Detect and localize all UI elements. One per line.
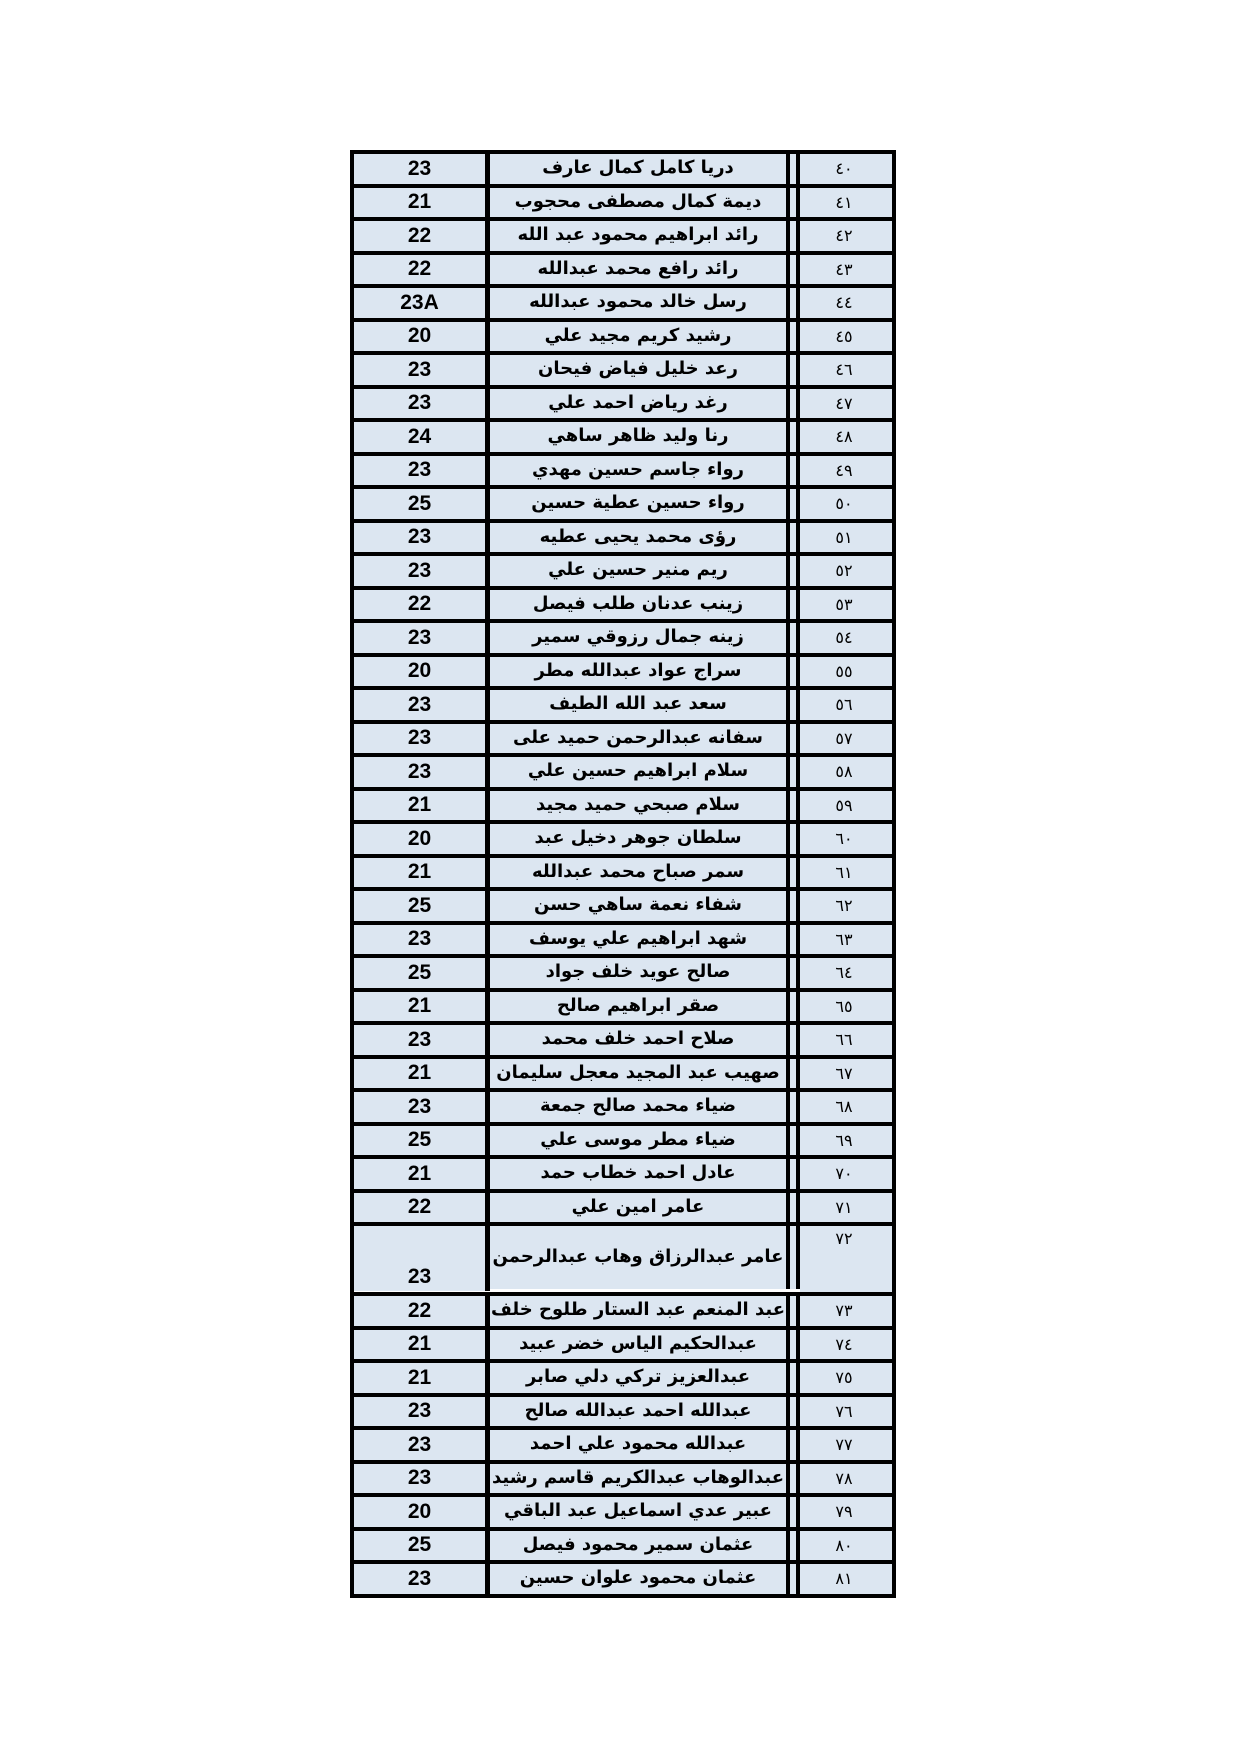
serial-number-cell: ٧٨	[800, 1464, 892, 1494]
name-cell: شفاء نعمة ساهي حسن	[490, 891, 790, 921]
table-row	[354, 1296, 892, 1330]
table-row	[354, 523, 892, 557]
table-row	[354, 891, 892, 925]
table-row	[354, 389, 892, 423]
column-gap-divider	[790, 1193, 800, 1223]
column-gap-divider	[790, 389, 800, 419]
serial-number-cell: ٧٧	[800, 1430, 892, 1460]
grade-cell: 23	[354, 1464, 490, 1494]
serial-number-cell: ٥٨	[800, 757, 892, 787]
table-row	[354, 1226, 892, 1296]
name-cell: سفانه عبدالرحمن حميد على	[490, 724, 790, 754]
column-gap-divider	[790, 221, 800, 251]
column-gap-divider	[790, 523, 800, 553]
grade-cell: 25	[354, 1126, 490, 1156]
serial-number-cell: ٦٩	[800, 1126, 892, 1156]
name-cell: صقر ابراهيم صالح	[490, 992, 790, 1022]
serial-number-cell: ٤٣	[800, 255, 892, 285]
grade-cell: 21	[354, 1059, 490, 1089]
name-cell: عبدالله احمد عبدالله صالح	[490, 1397, 790, 1427]
serial-number-cell: ٥٢	[800, 556, 892, 586]
column-gap-divider	[790, 1226, 800, 1289]
table-row	[354, 824, 892, 858]
grade-cell: 23	[354, 523, 490, 553]
serial-number-cell: ٥٥	[800, 657, 892, 687]
serial-number-cell: ٦٤	[800, 958, 892, 988]
table-row	[354, 791, 892, 825]
name-cell: رسل خالد محمود عبدالله	[490, 288, 790, 318]
table-row	[354, 590, 892, 624]
serial-number-cell: ٤٧	[800, 389, 892, 419]
name-cell: شهد ابراهيم علي يوسف	[490, 925, 790, 955]
table-row	[354, 154, 892, 188]
grade-cell: 23	[354, 690, 490, 720]
name-cell: سلام صبحي حميد مجيد	[490, 791, 790, 821]
table-row	[354, 858, 892, 892]
table-row	[354, 355, 892, 389]
serial-number-cell: ٤١	[800, 188, 892, 218]
table-row	[354, 1564, 892, 1594]
grade-cell: 23	[354, 1430, 490, 1460]
serial-number-cell: ٤٤	[800, 288, 892, 318]
name-cell: عبير عدي اسماعيل عبد الباقي	[490, 1497, 790, 1527]
grade-cell: 23	[354, 1397, 490, 1427]
serial-number-cell: ٤٩	[800, 456, 892, 486]
grade-cell: 25	[354, 1531, 490, 1561]
serial-number-cell: ٧٣	[800, 1296, 892, 1326]
name-cell: رشيد كريم مجيد علي	[490, 322, 790, 352]
name-cell: رعد خليل فياض فيحان	[490, 355, 790, 385]
name-cell: عبدالله محمود علي احمد	[490, 1430, 790, 1460]
serial-number-cell: ٤٨	[800, 422, 892, 452]
serial-number-cell: ٥٣	[800, 590, 892, 620]
table-row	[354, 1397, 892, 1431]
grade-cell: 21	[354, 791, 490, 821]
column-gap-divider	[790, 657, 800, 687]
grade-cell: 23	[354, 623, 490, 653]
name-cell: ضياء محمد صالح جمعة	[490, 1092, 790, 1122]
table-row	[354, 992, 892, 1026]
name-cell: رواء جاسم حسين مهدي	[490, 456, 790, 486]
name-cell: دريا كامل كمال عارف	[490, 154, 790, 184]
column-gap-divider	[790, 1397, 800, 1427]
column-gap-divider	[790, 556, 800, 586]
grade-cell: 22	[354, 1193, 490, 1223]
grade-cell: 21	[354, 858, 490, 888]
serial-number-cell: ٤٢	[800, 221, 892, 251]
name-cell: رائد رافع محمد عبدالله	[490, 255, 790, 285]
column-gap-divider	[790, 690, 800, 720]
name-cell: ديمة كمال مصطفى محجوب	[490, 188, 790, 218]
serial-number-cell: ٧٥	[800, 1363, 892, 1393]
serial-number-cell: ٦٥	[800, 992, 892, 1022]
grade-cell: 23	[354, 556, 490, 586]
name-cell: ضياء مطر موسى علي	[490, 1126, 790, 1156]
grade-cell: 23	[354, 1025, 490, 1055]
table-row	[354, 188, 892, 222]
column-gap-divider	[790, 992, 800, 1022]
name-cell: عامر عبدالرزاق وهاب عبدالرحمن	[490, 1226, 790, 1289]
column-gap-divider	[790, 1464, 800, 1494]
column-gap-divider	[790, 590, 800, 620]
serial-number-cell: ٧٤	[800, 1330, 892, 1360]
grade-cell: 23	[354, 389, 490, 419]
serial-number-cell: ٧٦	[800, 1397, 892, 1427]
name-cell: رواء حسين عطية حسين	[490, 489, 790, 519]
grade-cell: 21	[354, 1330, 490, 1360]
name-cell: صلاح احمد خلف محمد	[490, 1025, 790, 1055]
name-cell: سمر صباح محمد عبدالله	[490, 858, 790, 888]
table-row	[354, 757, 892, 791]
grade-cell: 20	[354, 322, 490, 352]
column-gap-divider	[790, 1430, 800, 1460]
name-cell: صالح عويد خلف جواد	[490, 958, 790, 988]
grade-cell: 23	[354, 1564, 490, 1594]
name-cell: عبدالعزيز تركي دلي صابر	[490, 1363, 790, 1393]
table-row	[354, 456, 892, 490]
name-cell: زينه جمال رزوقي سمير	[490, 623, 790, 653]
grade-cell: 25	[354, 958, 490, 988]
serial-number-cell: ٤٦	[800, 355, 892, 385]
serial-number-cell: ٧١	[800, 1193, 892, 1223]
serial-number-cell: ٧٢	[800, 1226, 892, 1292]
serial-number-cell: ٦٠	[800, 824, 892, 854]
table-row	[354, 1531, 892, 1565]
serial-number-cell: ٥٤	[800, 623, 892, 653]
grade-cell: 25	[354, 489, 490, 519]
name-cell: رائد ابراهيم محمود عبد الله	[490, 221, 790, 251]
table-row	[354, 255, 892, 289]
column-gap-divider	[790, 288, 800, 318]
column-gap-divider	[790, 322, 800, 352]
table-row	[354, 422, 892, 456]
column-gap-divider	[790, 456, 800, 486]
column-gap-divider	[790, 1363, 800, 1393]
name-cell: سراج عواد عبدالله مطر	[490, 657, 790, 687]
grade-cell: 23	[354, 355, 490, 385]
name-cell: رؤى محمد يحيى عطيه	[490, 523, 790, 553]
column-gap-divider	[790, 1092, 800, 1122]
column-gap-divider	[790, 1159, 800, 1189]
name-cell: عادل احمد خطاب حمد	[490, 1159, 790, 1189]
grade-cell: 23	[354, 925, 490, 955]
grade-cell: 23	[354, 456, 490, 486]
table-row	[354, 1464, 892, 1498]
table-row	[354, 288, 892, 322]
column-gap-divider	[790, 724, 800, 754]
grade-cell: 20	[354, 657, 490, 687]
serial-number-cell: ٨١	[800, 1564, 892, 1594]
grade-cell: 22	[354, 590, 490, 620]
table-row	[354, 690, 892, 724]
serial-number-cell: ٥٩	[800, 791, 892, 821]
grade-cell: 21	[354, 992, 490, 1022]
column-gap-divider	[790, 824, 800, 854]
name-cell: عبد المنعم عبد الستار طلوح خلف	[490, 1296, 790, 1326]
serial-number-cell: ٥٧	[800, 724, 892, 754]
serial-number-cell: ٦٣	[800, 925, 892, 955]
column-gap-divider	[790, 489, 800, 519]
serial-number-cell: ٧٠	[800, 1159, 892, 1189]
column-gap-divider	[790, 623, 800, 653]
table-row	[354, 1159, 892, 1193]
table-row	[354, 1363, 892, 1397]
column-gap-divider	[790, 958, 800, 988]
grade-cell: 23	[354, 757, 490, 787]
table-row	[354, 1430, 892, 1464]
column-gap-divider	[790, 858, 800, 888]
table-row	[354, 489, 892, 523]
column-gap-divider	[790, 1497, 800, 1527]
table-row	[354, 1126, 892, 1160]
table-row	[354, 1193, 892, 1227]
table-row	[354, 958, 892, 992]
serial-number-cell: ٥١	[800, 523, 892, 553]
grade-cell: 21	[354, 1363, 490, 1393]
grade-cell: 22	[354, 221, 490, 251]
serial-number-cell: ٦٢	[800, 891, 892, 921]
name-cell: عبدالوهاب عبدالكريم قاسم رشيد	[490, 1464, 790, 1494]
column-gap-divider	[790, 1059, 800, 1089]
column-gap-divider	[790, 891, 800, 921]
grade-cell: 22	[354, 255, 490, 285]
grade-cell: 21	[354, 188, 490, 218]
column-gap-divider	[790, 1296, 800, 1326]
column-gap-divider	[790, 925, 800, 955]
grade-cell: 20	[354, 824, 490, 854]
table-row	[354, 925, 892, 959]
serial-number-cell: ٥٦	[800, 690, 892, 720]
serial-number-cell: ٤٥	[800, 322, 892, 352]
serial-number-cell: ٤٠	[800, 154, 892, 184]
name-cell: عثمان سمير محمود فيصل	[490, 1531, 790, 1561]
table-row	[354, 322, 892, 356]
name-cell: سلام ابراهيم حسين علي	[490, 757, 790, 787]
roster-table	[350, 150, 896, 1598]
serial-number-cell: ٨٠	[800, 1531, 892, 1561]
column-gap-divider	[790, 1564, 800, 1594]
name-cell: رغد رياض احمد علي	[490, 389, 790, 419]
grade-cell: 21	[354, 1159, 490, 1189]
table-row	[354, 1497, 892, 1531]
column-gap-divider	[790, 1126, 800, 1156]
name-cell: صهيب عبد المجيد معجل سليمان	[490, 1059, 790, 1089]
name-cell: سلطان جوهر دخيل عبد	[490, 824, 790, 854]
column-gap-divider	[790, 1531, 800, 1561]
table-row	[354, 1025, 892, 1059]
grade-cell: 20	[354, 1497, 490, 1527]
name-cell: سعد عبد الله الطيف	[490, 690, 790, 720]
column-gap-divider	[790, 154, 800, 184]
grade-cell: 23	[354, 1092, 490, 1122]
table-row	[354, 623, 892, 657]
column-gap-divider	[790, 355, 800, 385]
serial-number-cell: ٦١	[800, 858, 892, 888]
serial-number-cell: ٦٦	[800, 1025, 892, 1055]
grade-cell: 23	[354, 1226, 490, 1291]
column-gap-divider	[790, 1025, 800, 1055]
name-cell: زينب عدنان طلب فيصل	[490, 590, 790, 620]
name-cell: عثمان محمود علوان حسين	[490, 1564, 790, 1594]
grade-cell: 23	[354, 724, 490, 754]
grade-cell: 24	[354, 422, 490, 452]
table-row	[354, 221, 892, 255]
column-gap-divider	[790, 255, 800, 285]
column-gap-divider	[790, 422, 800, 452]
column-gap-divider	[790, 791, 800, 821]
grade-cell: 23A	[354, 288, 490, 318]
serial-number-cell: ٦٧	[800, 1059, 892, 1089]
grade-cell: 23	[354, 154, 490, 184]
table-row	[354, 1059, 892, 1093]
table-row	[354, 724, 892, 758]
table-row	[354, 1092, 892, 1126]
serial-number-cell: ٦٨	[800, 1092, 892, 1122]
grade-cell: 22	[354, 1296, 490, 1326]
name-cell: عامر امين علي	[490, 1193, 790, 1223]
table-row	[354, 1330, 892, 1364]
name-cell: ريم منير حسين علي	[490, 556, 790, 586]
name-cell: رنا وليد ظاهر ساهي	[490, 422, 790, 452]
serial-number-cell: ٧٩	[800, 1497, 892, 1527]
column-gap-divider	[790, 188, 800, 218]
table-row	[354, 657, 892, 691]
table-row	[354, 556, 892, 590]
serial-number-cell: ٥٠	[800, 489, 892, 519]
grade-cell: 25	[354, 891, 490, 921]
name-cell: عبدالحكيم الياس خضر عبيد	[490, 1330, 790, 1360]
column-gap-divider	[790, 757, 800, 787]
column-gap-divider	[790, 1330, 800, 1360]
